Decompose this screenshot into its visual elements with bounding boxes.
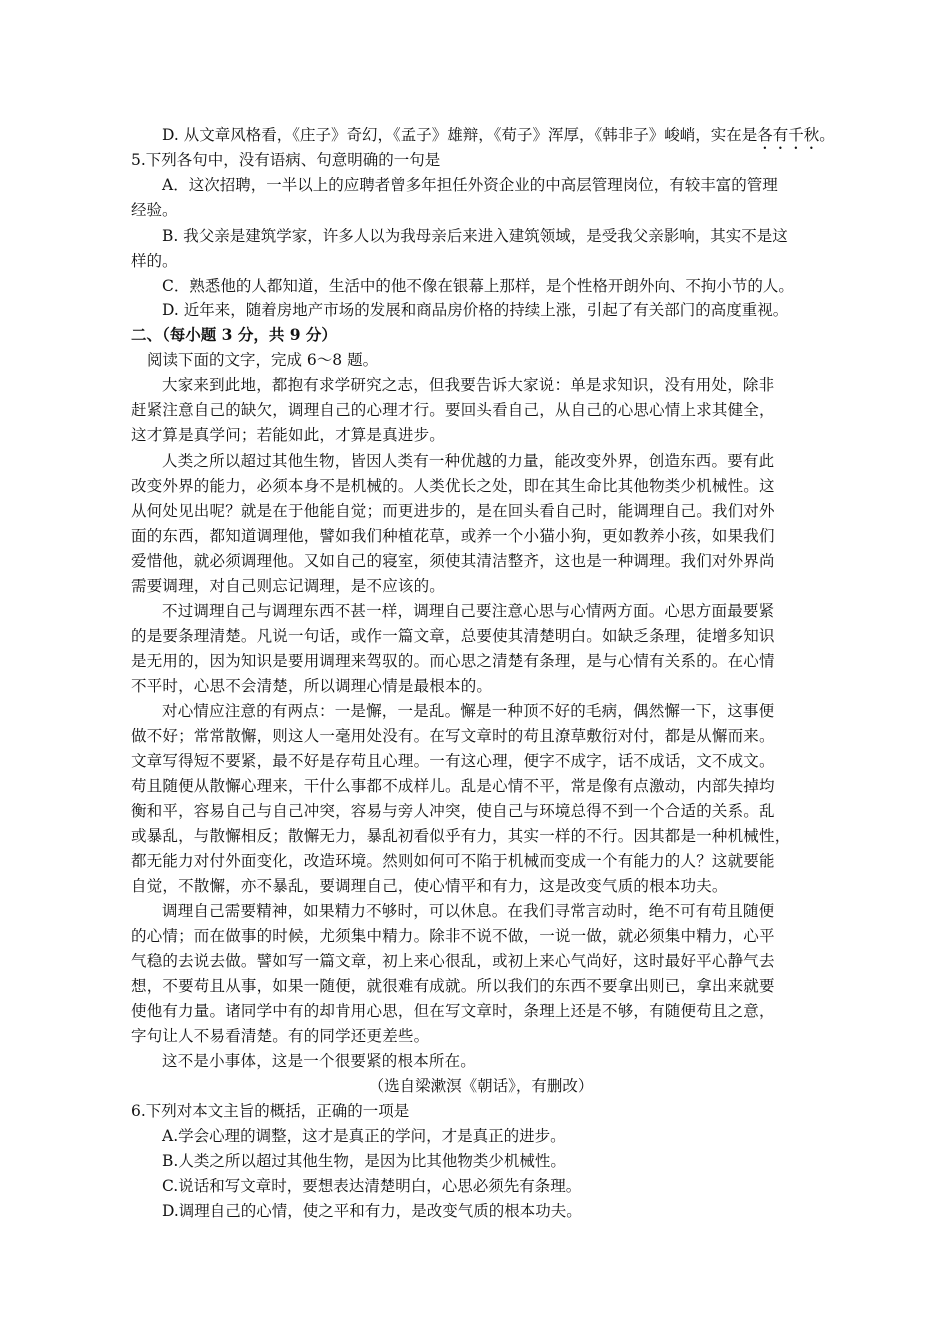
q5-option-d: D. 近年来，随着房地产市场的发展和商品房价格的持续上涨，引起了有关部门的高度重视。	[162, 301, 789, 319]
passage-line: 文章写得短不要紧，最不好是存苟且心理。一有这心理，便字不成字，话不成话，文不成文。	[131, 752, 775, 770]
q6-option-b: B.人类之所以超过其他生物，是因为比其他物类少机械性。	[162, 1152, 566, 1170]
q5-option-b-line1: B. 我父亲是建筑学家，许多人以为我母亲后来进入建筑领域，是受我父亲影响，其实不是这	[162, 227, 788, 245]
passage-line: 的心情；而在做事的时候，尤须集中精力。除非不说不做，一说一做，就必须集中精力，心平	[131, 927, 775, 945]
passage-line: 这才算是真学问；若能如此，才算是真进步。	[131, 426, 446, 444]
passage-line: 想，不要苟且从事，如果一随便，就很难有成就。所以我们的东西不要拿出则已，拿出来就要	[131, 977, 775, 995]
section2-heading: 二、（每小题 3 分，共 9 分）	[131, 325, 337, 344]
passage-line: 需要调理，对自己则忘记调理，是不应该的。	[131, 577, 446, 595]
q4-option-d-emphasis: 各有千秋	[757, 126, 820, 144]
passage-line: 爱惜他，就必须调理他。又如自己的寝室，须使其清洁整齐，这也是一种调理。我们对外界尚	[131, 552, 775, 570]
section2-instruction: 阅读下面的文字，完成 6～8 题。	[147, 351, 379, 369]
passage-line: 或暴乱，与散懈相反；散懈无力，暴乱初看似乎有力，其实一样的不行。因其都是一种机械性，	[131, 827, 791, 845]
passage-source: （选自梁漱溟《朝话》，有删改）	[368, 1077, 594, 1095]
q6-stem: 6.下列对本文主旨的概括，正确的一项是	[131, 1102, 410, 1120]
passage-line: 不平时，心思不会清楚，所以调理心情是最根本的。	[131, 677, 493, 695]
q5-option-c: C．熟悉他的人都知道，生活中的他不像在银幕上那样，是个性格开朗外向、不拘小节的人。	[162, 277, 794, 295]
passage-line: 自觉，不散懈，亦不暴乱，要调理自己，使心情平和有力，这是改变气质的根本功夫。	[131, 877, 728, 895]
q5-option-a-line1: A．这次招聘，一半以上的应聘者曾多年担任外资企业的中高层管理岗位，有较丰富的管理	[162, 176, 778, 194]
passage-line: 面的东西，都知道调理他，譬如我们种植花草，或养一个小猫小狗，更如教养小孩，如果我们	[131, 527, 775, 545]
passage-line: 字句让人不易看清楚。有的同学还更差些。	[131, 1027, 430, 1045]
passage-line: 气稳的去说去做。譬如写一篇文章，初上来心很乱，或初上来心气尚好，这时最好平心静气去	[131, 952, 775, 970]
q6-option-c: C.说话和写文章时，要想表达清楚明白，心思必须先有条理。	[162, 1177, 582, 1195]
q5-stem: 5.下列各句中，没有语病、句意明确的一句是	[131, 151, 441, 169]
passage-line: 是无用的，因为知识是要用调理来驾驭的。而心思之清楚有条理，是与心情有关系的。在心情	[131, 652, 775, 670]
q4-option-d-prefix: D. 从文章风格看，《庄子》奇幻，《孟子》雄辩，《荀子》浑厚，《韩非子》峻峭，实在是	[162, 126, 758, 144]
q5-option-a-line2: 经验。	[131, 201, 178, 219]
q4-option-d-suffix: 。	[819, 126, 835, 144]
passage-line: 大家来到此地，都抱有求学研究之志，但我要告诉大家说：单是求知识，没有用处，除非	[162, 376, 775, 394]
passage-line: 衡和平，容易自己与自己冲突，容易与旁人冲突，使自己与环境总得不到一个合适的关系。乱	[131, 802, 775, 820]
passage-line: 不过调理自己与调理东西不甚一样，调理自己要注意心思与心情两方面。心思方面最要紧	[162, 602, 775, 620]
passage-line: 人类之所以超过其他生物，皆因人类有一种优越的力量，能改变外界，创造东西。要有此	[162, 452, 775, 470]
q6-option-d: D.调理自己的心情，使之平和有力，是改变气质的根本功夫。	[162, 1202, 582, 1220]
q5-option-b-line2: 样的。	[131, 252, 178, 270]
passage-line: 这不是小事体，这是一个很要紧的根本所在。	[162, 1052, 477, 1070]
passage-line: 改变外界的能力，必须本身不是机械的。人类优长之处，即在其生命比其他物类少机械性。这	[131, 477, 775, 495]
q6-option-a: A.学会心理的调整，这才是真正的学问，才是真正的进步。	[162, 1127, 566, 1145]
passage-line: 苟且随便从散懈心理来，干什么事都不成样儿。乱是心情不平，常是像有点激动，内部失掉均	[131, 777, 775, 795]
passage-line: 做不好；常常散懈，则这人一毫用处没有。在写文章时的苟且潦草敷衍对付，都是从懈而来。	[131, 727, 775, 745]
passage-line: 赶紧注意自己的缺欠，调理自己的心理才行。要回头看自己，从自己的心思心情上求其健全，	[131, 401, 775, 419]
passage-line: 从何处见出呢？就是在于他能自觉；而更进步的，是在回头看自己时，能调理自己。我们对外	[131, 502, 775, 520]
passage-line: 的是要条理清楚。凡说一句话，或作一篇文章，总要使其清楚明白。如缺乏条理，徒增多知识	[131, 627, 775, 645]
passage-line: 使他有力量。诸同学中有的却肯用心思，但在写文章时，条理上还是不够，有随便苟且之意，	[131, 1002, 775, 1020]
passage-line: 都无能力对付外面变化，改造环境。然则如何可不陷于机械而变成一个有能力的人？这就要能	[131, 852, 775, 870]
passage-line: 调理自己需要精神，如果精力不够时，可以休息。在我们寻常言动时，绝不可有苟且随便	[162, 902, 775, 920]
passage-line: 对心情应注意的有两点：一是懈，一是乱。懈是一种顶不好的毛病，偶然懈一下，这事便	[162, 702, 775, 720]
